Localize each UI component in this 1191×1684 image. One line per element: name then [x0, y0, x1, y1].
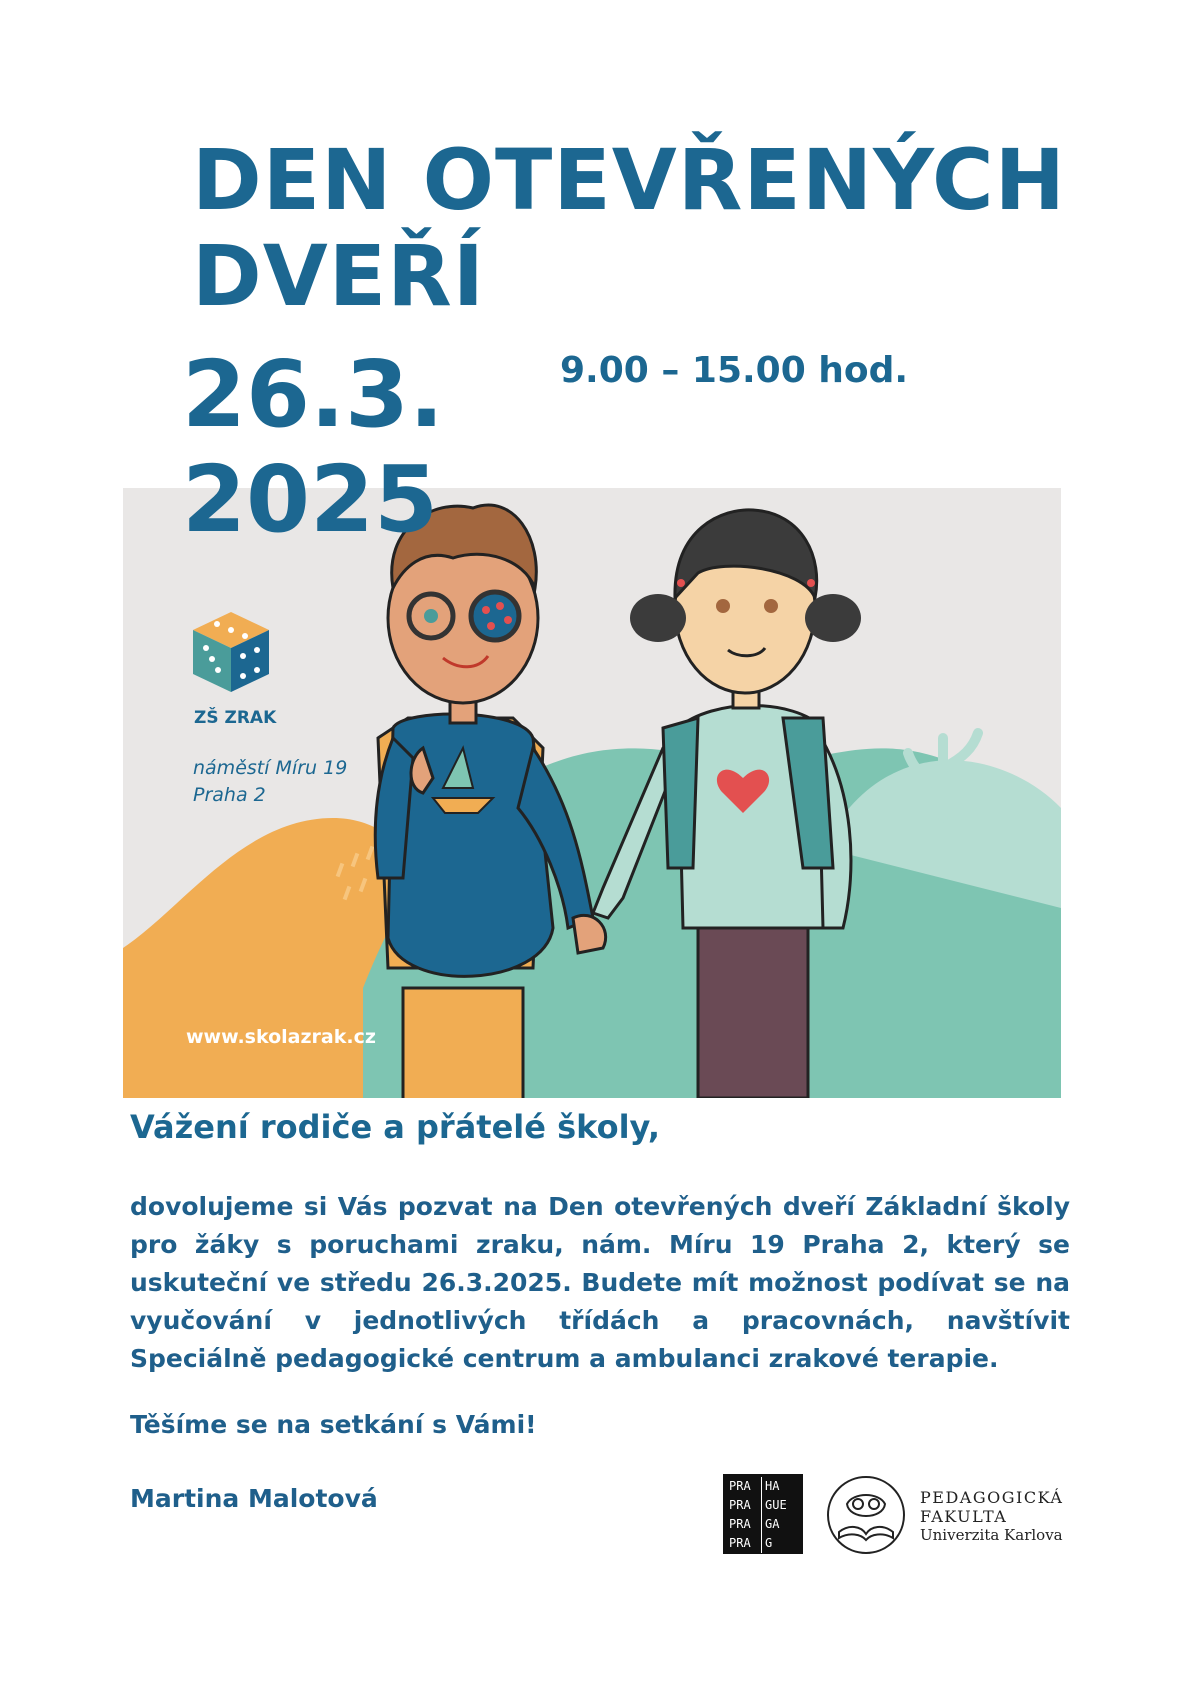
- school-name: ZŠ ZRAK: [194, 708, 277, 728]
- school-address-line2: Praha 2: [193, 784, 266, 806]
- event-time: 9.00 – 15.00 hod.: [560, 350, 909, 391]
- praha-logo-text: PRA: [729, 1515, 762, 1534]
- event-date: [182, 342, 444, 552]
- event-date-day: 26.3.: [182, 341, 444, 448]
- pedf-line2: FAKULTA: [920, 1507, 1008, 1526]
- pedagogicka-fakulta-logo: [825, 1474, 1064, 1560]
- letter-body: dovolujeme si Vás pozvat na Den otevřených dveří Základní školy pro žáky s poruchami zraku, nám. Míru 19 Praha 2, který se uskuteční ve středu 26.3.2025. Budete mít možnost podívat se na vyučování v jednotlivých třídách a pracovnách, navštívit Speciálně pedagogické centrum a ambulanci zrakové terapie.: [130, 1192, 1070, 1373]
- hero-illustration: [123, 488, 1061, 1098]
- pedf-text: [920, 1488, 1063, 1545]
- event-title-line1: DEN OTEVŘENÝCH: [192, 131, 1066, 229]
- praha-logo-text: PRA: [729, 1477, 762, 1496]
- event-title-line2: DVEŘÍ: [192, 227, 486, 325]
- praha-logo: [723, 1474, 803, 1554]
- letter-signature: Martina Malotová: [130, 1484, 378, 1513]
- school-address: [193, 755, 347, 809]
- pedf-line1: PEDAGOGICKÁ: [920, 1488, 1064, 1507]
- praha-logo-text: GA: [765, 1517, 780, 1531]
- pedf-line3: Univerzita Karlova: [920, 1526, 1063, 1544]
- praha-logo-text: PRA: [729, 1534, 762, 1553]
- school-address-line1: náměstí Míru 19: [193, 757, 348, 779]
- praha-logo-text: PRA: [729, 1496, 762, 1515]
- praha-logo-text: HA: [765, 1479, 780, 1493]
- praha-logo-text: G: [765, 1536, 773, 1550]
- school-website: www.skolazrak.cz: [186, 1026, 376, 1048]
- owl-seal-icon: [825, 1474, 907, 1556]
- praha-logo-text: GUE: [765, 1498, 787, 1512]
- letter-closing: Těšíme se na setkání s Vámi!: [130, 1410, 537, 1439]
- letter-greeting: Vážení rodiče a přátelé školy,: [130, 1108, 661, 1146]
- event-date-year: 2025: [182, 446, 439, 553]
- event-title: [192, 132, 1066, 324]
- dice-logo-icon: [193, 612, 269, 692]
